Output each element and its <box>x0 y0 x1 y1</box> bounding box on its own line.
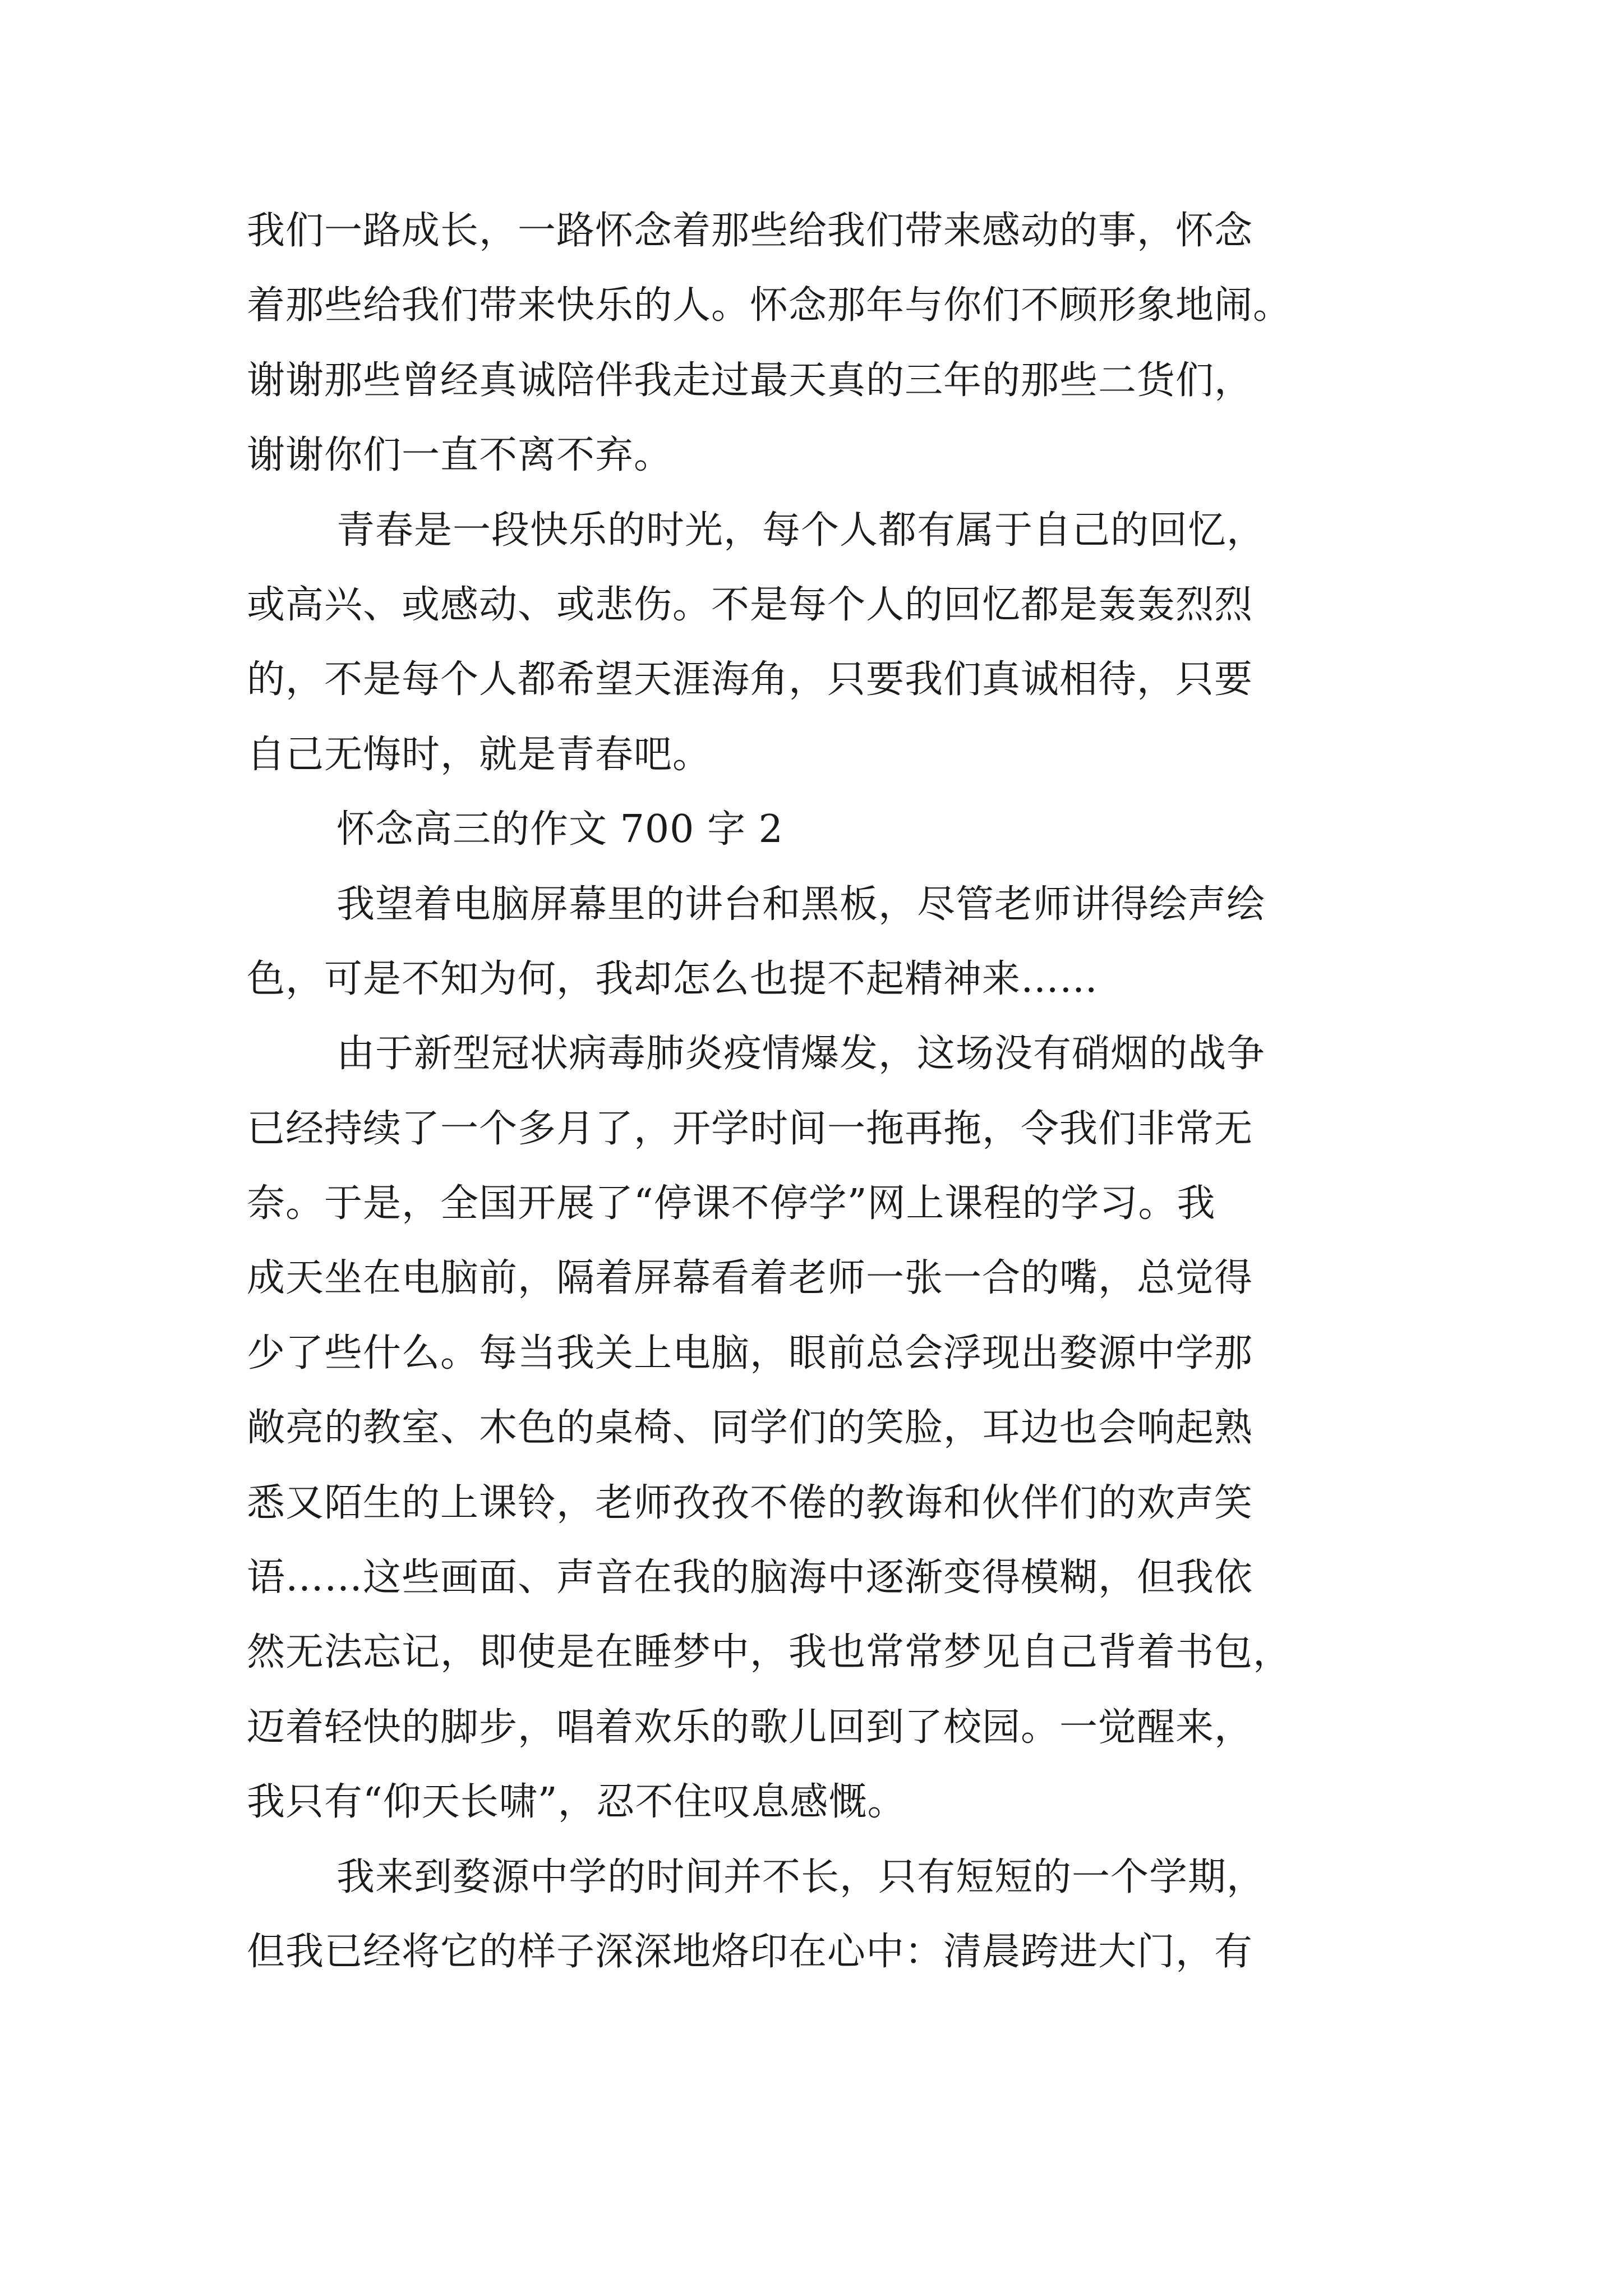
paragraph-first-line: 我来到婺源中学的时间并不长，只有短短的一个学期， <box>336 1855 1266 1899</box>
text-line: 语……这些画面、声音在我的脑海中逐渐变得模糊，但我依 <box>247 1556 1253 1600</box>
document-body <box>247 194 1424 1989</box>
paragraph-first-line: 由于新型冠状病毒肺炎疫情爆发，这场没有硝烟的战争 <box>336 1032 1266 1076</box>
paragraph-first-line: 我望着电脑屏幕里的讲台和黑板，尽管老师讲得绘声绘 <box>336 882 1266 927</box>
text-line: 敞亮的教室、木色的桌椅、同学们的笑脸，耳边也会响起熟 <box>247 1406 1253 1451</box>
text-line: 的，不是每个人都希望天涯海角，只要我们真诚相待，只要 <box>247 657 1253 702</box>
text-line: 色，可是不知为何，我却怎么也提不起精神来…… <box>247 956 1099 1001</box>
text-line: 但我已经将它的样子深深地烙印在心中：清晨跨进大门，有 <box>247 1929 1253 1974</box>
text-line: 已经持续了一个多月了，开学时间一拖再拖，令我们非常无 <box>247 1106 1253 1151</box>
text-line: 少了些什么。每当我关上电脑，眼前总会浮现出婺源中学那 <box>247 1331 1253 1375</box>
text-line: 自己无悔时，就是青春吧。 <box>247 732 712 777</box>
text-line: 迈着轻快的脚步，唱着欢乐的歌儿回到了校园。一觉醒来， <box>247 1705 1253 1750</box>
paragraph-first-line: 青春是一段快乐的时光，每个人都有属于自己的回忆， <box>336 508 1266 553</box>
text-line: 我们一路成长，一路怀念着那些给我们带来感动的事，怀念 <box>247 209 1253 253</box>
text-line: 谢谢那些曾经真诚陪伴我走过最天真的三年的那些二货们， <box>247 358 1253 403</box>
text-line: 然无法忘记，即使是在睡梦中，我也常常梦见自己背着书包， <box>247 1630 1292 1675</box>
text-line: 谢谢你们一直不离不弃。 <box>247 433 673 478</box>
paragraph-first-line: 怀念高三的作文 700 字 2 <box>336 807 783 852</box>
text-line: 或高兴、或感动、或悲伤。不是每个人的回忆都是轰轰烈烈 <box>247 582 1253 627</box>
text-line: 我只有“仰天长啸”，忍不住叹息感慨。 <box>247 1780 906 1825</box>
text-line: 悉又陌生的上课铃，老师孜孜不倦的教诲和伙伴们的欢声笑 <box>247 1480 1253 1525</box>
text-line: 成天坐在电脑前，隔着屏幕看着老师一张一合的嘴，总觉得 <box>247 1256 1253 1301</box>
text-line: 着那些给我们带来快乐的人。怀念那年与你们不顾形象地闹。 <box>247 283 1292 328</box>
text-line: 奈。于是，全国开展了“停课不停学”网上课程的学习。我 <box>247 1181 1216 1226</box>
